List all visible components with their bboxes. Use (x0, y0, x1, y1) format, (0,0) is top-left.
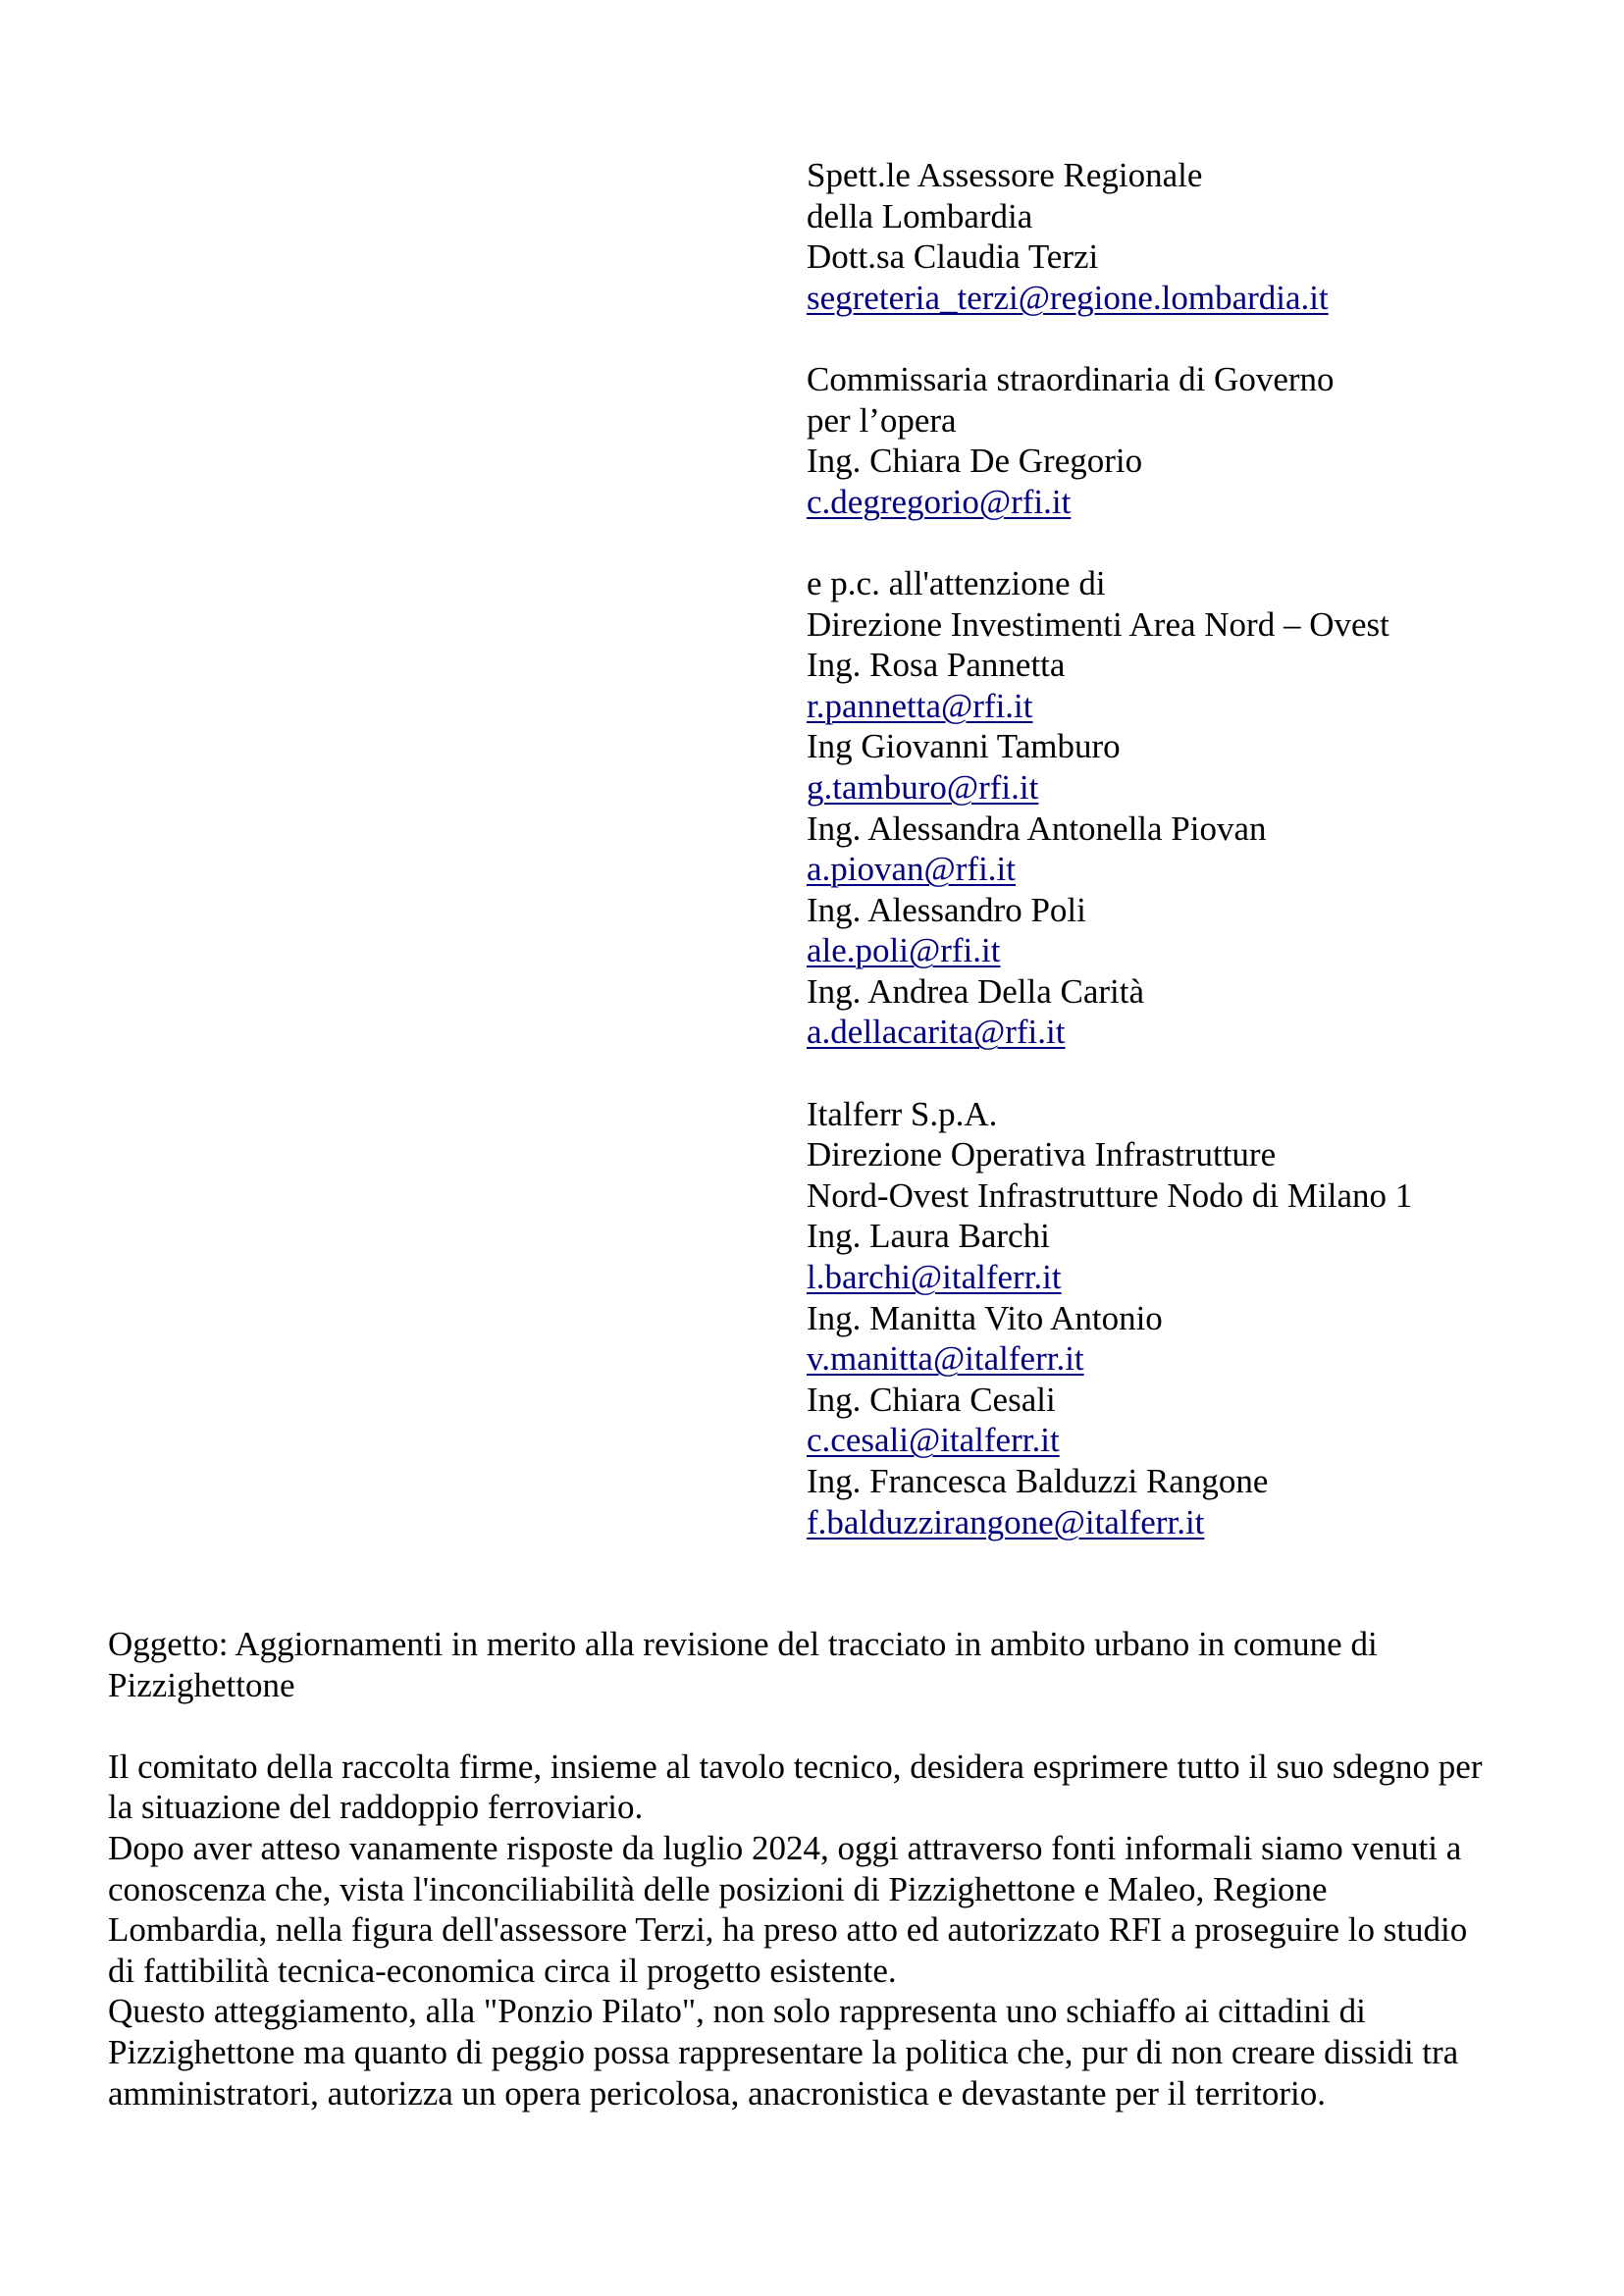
email-link[interactable]: f.balduzzirangone@italferr.it (807, 1502, 1205, 1541)
recipient-group-commissaria (807, 359, 1592, 522)
recipient-name: Ing. Manitta Vito Antonio (807, 1298, 1163, 1337)
recipient-line: della Lombardia (807, 196, 1033, 235)
email-link[interactable]: c.cesali@italferr.it (807, 1421, 1060, 1460)
subject-line: Pizzighettone (108, 1665, 295, 1704)
recipient-group-rfi (807, 563, 1592, 1053)
recipient-name: Ing. Chiara Cesali (807, 1380, 1056, 1419)
email-link[interactable]: g.tamburo@rfi.it (807, 767, 1039, 807)
body-line: Pizzighettone ma quanto di peggio possa rappresentare la politica che, pur di non creare dissidi tra (108, 2032, 1459, 2071)
recipient-name: Ing. Francesca Balduzzi Rangone (807, 1462, 1269, 1500)
body-line: Lombardia, nella figura dell'assessore Terzi, ha preso atto ed autorizzato RFI a proseguire lo studio (108, 1910, 1468, 1950)
email-link[interactable]: a.piovan@rfi.it (807, 850, 1017, 889)
recipient-group-italferr (807, 1094, 1592, 1543)
recipient-name: Dott.sa Claudia Terzi (807, 237, 1099, 277)
email-link[interactable]: a.dellacarita@rfi.it (807, 1013, 1066, 1052)
recipient-name: Ing. Alessandro Poli (807, 890, 1086, 929)
recipient-line: per l’opera (807, 400, 957, 440)
recipient-line: Nord-Ovest Infrastrutture Nodo di Milano 1 (807, 1175, 1413, 1215)
spacer (807, 522, 1592, 563)
recipient-group-regione (807, 155, 1592, 318)
email-link[interactable]: ale.poli@rfi.it (807, 931, 1001, 970)
recipient-name: Ing. Laura Barchi (807, 1217, 1050, 1256)
recipient-line: Direzione Investimenti Area Nord – Ovest (807, 604, 1389, 644)
email-link[interactable]: r.pannetta@rfi.it (807, 686, 1033, 725)
body-line: conoscenza che, vista l'inconciliabilità delle posizioni di Pizzighettone e Maleo, Regione (108, 1869, 1328, 1908)
recipient-line: Commissaria straordinaria di Governo (807, 359, 1335, 398)
letter-body (108, 1624, 1541, 2113)
email-link[interactable]: c.degregorio@rfi.it (807, 482, 1072, 521)
body-line: Questo atteggiamento, alla "Ponzio Pilato", non solo rappresenta uno schiaffo ai cittadini di (108, 1992, 1366, 2031)
recipients-block (807, 155, 1592, 1542)
recipient-name: Ing Giovanni Tamburo (807, 727, 1121, 766)
spacer (807, 1053, 1592, 1094)
recipient-line: Italferr S.p.A. (807, 1094, 998, 1133)
body-line: la situazione del raddoppio ferroviario. (108, 1788, 644, 1827)
spacer (108, 1705, 1541, 1747)
body-line: Il comitato della raccolta firme, insieme al tavolo tecnico, desidera esprimere tutto il suo sdegno per (108, 1747, 1483, 1786)
body-line: Dopo aver atteso vanamente risposte da luglio 2024, oggi attraverso fonti informali siamo venuti a (108, 1828, 1462, 1867)
spacer (807, 318, 1592, 359)
subject-line: Oggetto: Aggiornamenti in merito alla revisione del tracciato in ambito urbano in comune di (108, 1625, 1378, 1663)
recipient-name: Ing. Alessandra Antonella Piovan (807, 809, 1267, 848)
recipient-line: e p.c. all'attenzione di (807, 563, 1106, 602)
email-link[interactable]: l.barchi@italferr.it (807, 1258, 1062, 1297)
recipient-line: Spett.le Assessore Regionale (807, 156, 1203, 194)
body-line: di fattibilità tecnica-economica circa il progetto esistente. (108, 1951, 897, 1990)
recipient-name: Ing. Chiara De Gregorio (807, 442, 1143, 481)
subject (108, 1624, 1541, 1705)
recipient-name: Ing. Andrea Della Carità (807, 971, 1145, 1011)
body-line: amministratori, autorizza un opera pericolosa, anacronistica e devastante per il territorio. (108, 2073, 1327, 2113)
email-link[interactable]: v.manitta@italferr.it (807, 1339, 1084, 1379)
body-text (108, 1747, 1541, 2113)
recipient-line: Direzione Operativa Infrastrutture (807, 1135, 1277, 1174)
recipient-name: Ing. Rosa Pannetta (807, 646, 1066, 685)
email-link[interactable]: segreteria_terzi@regione.lombardia.it (807, 278, 1329, 317)
